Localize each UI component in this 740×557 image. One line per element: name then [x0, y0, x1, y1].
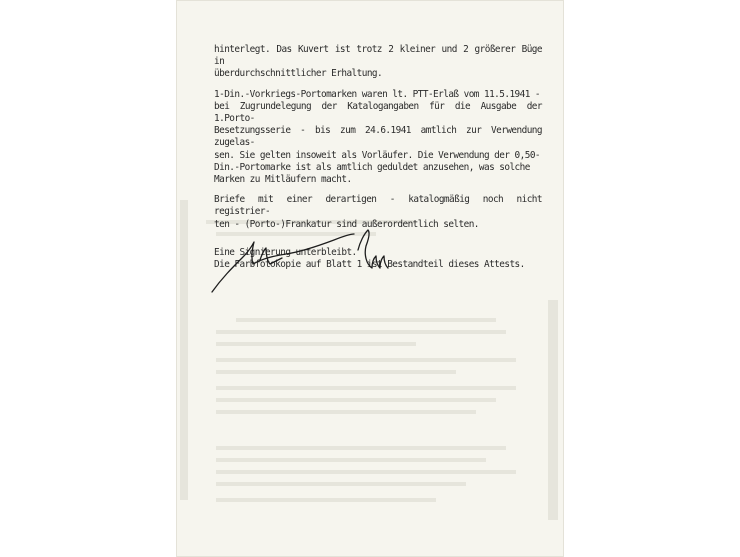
closing-signing-note: Eine Signierung unterbleibt.	[214, 246, 357, 258]
handwritten-signature	[208, 222, 408, 302]
closing-photocopy-note: Die Farbfotokopie auf Blatt 1 ist Bestandteil dieses Attests.	[214, 259, 525, 271]
paragraph-postage-stamps: 1-Din.-Vorkriegs-Portomarken waren lt. PTT-Erlaß vom 11.5.1941 - bei Zugrundelegung der Katalogangaben für die Ausgabe der 1.Porto- Besetzungsserie - bis zum 24.6.1941 amtlich zur Verwendung zugelas- sen. Sie gelten insoweit als Vorläufer. Die Verwendung der 0,50- Din.-Portomarke ist als amtlich geduldet anzusehen, was solche Marken zu Mitläufern macht.	[214, 88, 542, 186]
document-page	[176, 0, 564, 557]
paragraph-rarity: Briefe mit einer derartigen - katalogmäßig noch nicht registrier- ten - (Porto-)Frankatur sind außerordentlich selten.	[214, 194, 542, 230]
paragraph-envelope: hinterlegt. Das Kuvert ist trotz 2 kleiner und 2 größerer Büge in überdurchschnittlicher Erhaltung.	[214, 44, 542, 80]
